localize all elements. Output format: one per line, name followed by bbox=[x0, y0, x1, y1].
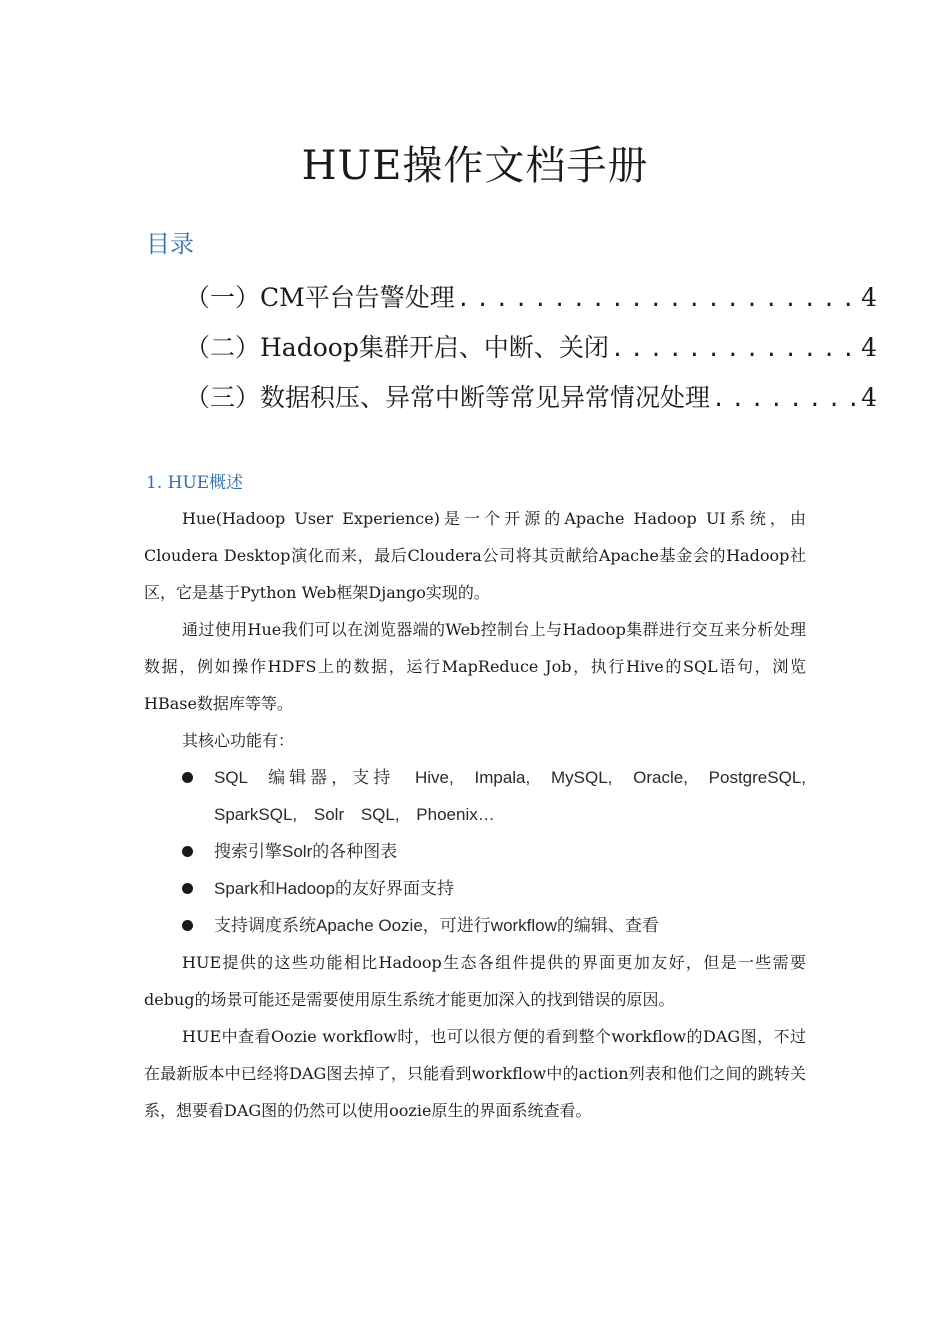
toc-entry-page: 4 bbox=[861, 333, 877, 362]
bullet-dot-icon bbox=[182, 846, 193, 857]
paragraph: Hue(Hadoop User Experience)是一个开源的Apache Hadoop UI系统，由Cloudera Desktop演化而来，最后Cloudera公司将其贡献给Apache基金会的Hadoop社区，它是基于Python Web框架Django实现的。 bbox=[144, 509, 806, 602]
list-item bbox=[144, 907, 806, 944]
toc-leader-dots bbox=[712, 380, 857, 420]
paragraph: HUE提供的这些功能相比Hadoop生态各组件提供的界面更加友好，但是一些需要debug的场景可能还是需要使用原生系统才能更加深入的找到错误的原因。 bbox=[144, 953, 806, 1009]
core-features-intro: 其核心功能有： bbox=[182, 731, 295, 750]
document-title: HUE操作文档手册 bbox=[301, 143, 649, 189]
section-heading: 1. HUE概述 bbox=[146, 473, 244, 493]
bullet-dot-icon bbox=[182, 883, 193, 894]
toc-entry-label: （三）数据积压、异常中断等常见异常情况处理 bbox=[185, 383, 711, 412]
paragraph: HUE中查看Oozie workflow时，也可以很方便的看到整个workflow的DAG图，不过在最新版本中已经将DAG图去掉了，只能看到workflow中的action列表和他们之间的跳转关系，想要看DAG图的仍然可以使用oozie原生的界面系统查看。 bbox=[144, 1027, 806, 1120]
table-of-contents bbox=[185, 278, 877, 428]
toc-leader-dots bbox=[457, 280, 857, 320]
toc-entry-1[interactable] bbox=[185, 278, 877, 328]
paragraph: 通过使用Hue我们可以在浏览器端的Web控制台上与Hadoop集群进行交互来分析处理数据，例如操作HDFS上的数据，运行MapReduce Job，执行Hive的SQL语句，浏览HBase数据库等等。 bbox=[144, 620, 806, 713]
list-item bbox=[144, 870, 806, 907]
toc-entry-label: （二）Hadoop集群开启、中断、关闭 bbox=[185, 333, 609, 362]
toc-entry-2[interactable] bbox=[185, 328, 877, 378]
feature-text: 支持调度系统Apache Oozie，可进行workflow的编辑、查看 bbox=[214, 916, 659, 935]
bullet-dot-icon bbox=[182, 772, 193, 783]
feature-list bbox=[144, 759, 806, 944]
list-item bbox=[144, 833, 806, 870]
feature-text: 搜索引擎Solr的各种图表 bbox=[214, 842, 398, 861]
toc-heading: 目录 bbox=[146, 230, 194, 258]
feature-text: SQL 编辑器，支持 Hive, Impala, MySQL, Oracle, PostgreSQL, SparkSQL, Solr SQL, Phoenix… bbox=[214, 768, 806, 824]
toc-entry-page: 4 bbox=[861, 283, 877, 312]
toc-entry-3[interactable] bbox=[185, 378, 877, 428]
section-body bbox=[144, 500, 806, 1129]
toc-entry-page: 4 bbox=[861, 383, 877, 412]
toc-entry-label: （一）CM平台告警处理 bbox=[185, 283, 455, 312]
bullet-dot-icon bbox=[182, 920, 193, 931]
feature-text: Spark和Hadoop的友好界面支持 bbox=[214, 879, 454, 898]
list-item bbox=[144, 759, 806, 833]
toc-leader-dots bbox=[611, 330, 857, 370]
